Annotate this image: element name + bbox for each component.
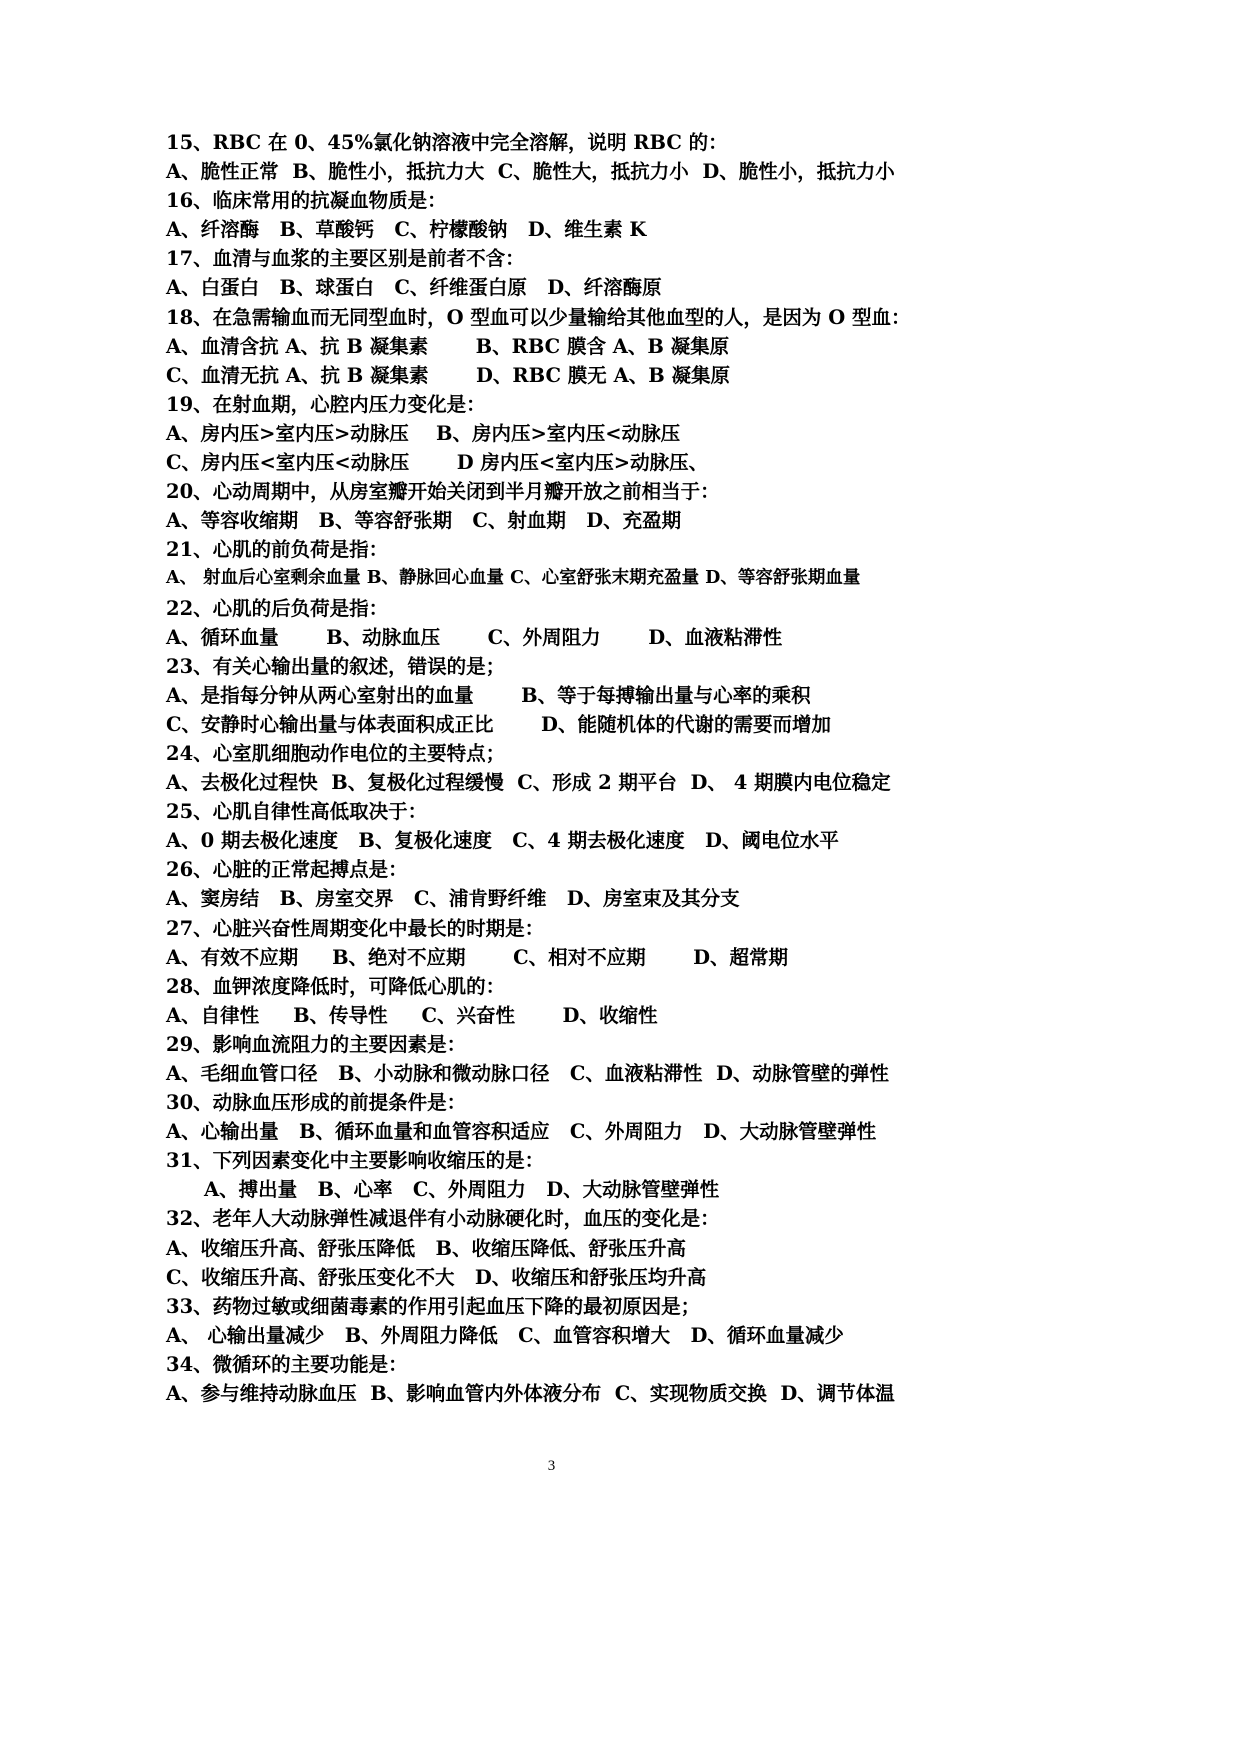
page-number: 3 <box>547 1458 556 1474</box>
question-21-options: A、 射血后心室剩余血量 B、静脉回心血量 C、心室舒张末期充盈量 D、等容舒张期血量 <box>166 568 861 589</box>
question-28: 28、血钾浓度降低时，可降低心肌的： <box>166 974 506 998</box>
question-24: 24、心室肌细胞动作电位的主要特点； <box>166 741 506 765</box>
question-16-options: A、纤溶酶 B、草酸钙 C、柠檬酸钠 D、维生素 K <box>166 218 647 242</box>
question-18-options-cd: C、血清无抗 A、抗 B 凝集素 D、RBC 膜无 A、B 凝集原 <box>166 363 730 387</box>
question-19: 19、在射血期，心腔内压力变化是： <box>166 392 486 416</box>
question-31-options: A、搏出量 B、心率 C、外周阻力 D、大动脉管壁弹性 <box>204 1178 720 1202</box>
question-26: 26、心脏的正常起搏点是： <box>166 858 408 882</box>
question-25: 25、心肌自律性高低取决于： <box>166 800 428 824</box>
question-20: 20、心动周期中，从房室瓣开始关闭到半月瓣开放之前相当于： <box>166 480 720 504</box>
question-32: 32、老年人大动脉弹性减退伴有小动脉硬化时，血压的变化是： <box>166 1207 720 1231</box>
question-18-options-ab: A、血清含抗 A、抗 B 凝集素 B、RBC 膜含 A、B 凝集原 <box>166 334 730 358</box>
question-15: 15、RBC 在 0、45%氯化钠溶液中完全溶解，说明 RBC 的： <box>166 131 728 154</box>
document-body <box>166 128 1066 1408</box>
question-15-options: A、脆性正常 B、脆性小，抵抗力大 C、脆性大，抵抗力小 D、脆性小，抵抗力小 <box>166 160 895 184</box>
question-25-options: A、0 期去极化速度 B、复极化速度 C、4 期去极化速度 D、阈电位水平 <box>166 829 839 853</box>
question-29-options: A、毛细血管口径 B、小动脉和微动脉口径 C、血液粘滞性 D、动脉管壁的弹性 <box>166 1062 889 1085</box>
question-22-options: A、循环血量 B、动脉血压 C、外周阻力 D、血液粘滞性 <box>166 625 783 649</box>
question-29: 29、影响血流阻力的主要因素是： <box>166 1032 467 1056</box>
question-23-options-cd: C、安静时心输出量与体表面积成正比 D、能随机体的代谢的需要而增加 <box>166 712 831 736</box>
question-16: 16、临床常用的抗凝血物质是： <box>166 189 447 213</box>
question-17: 17、血清与血浆的主要区别是前者不含： <box>166 247 525 271</box>
question-24-options: A、去极化过程快 B、复极化过程缓慢 C、形成 2 期平台 D、 4 期膜内电位稳定 <box>166 771 891 795</box>
question-18: 18、在急需输血而无同型血时，O 型血可以少量输给其他血型的人，是因为 O 型血： <box>166 305 911 329</box>
question-19-options-cd: C、房内压<室内压<动脉压 D 房内压<室内压>动脉压、 <box>166 451 709 475</box>
question-23-options-ab: A、是指每分钟从两心室射出的血量 B、等于每搏输出量与心率的乘积 <box>166 683 811 707</box>
question-17-options: A、白蛋白 B、球蛋白 C、纤维蛋白原 D、纤溶酶原 <box>166 276 662 300</box>
question-23: 23、有关心输出量的叙述，错误的是； <box>166 654 506 678</box>
question-22: 22、心肌的后负荷是指： <box>166 596 389 620</box>
question-34-options: A、参与维持动脉血压 B、影响血管内外体液分布 C、实现物质交换 D、调节体温 <box>166 1382 895 1406</box>
question-30-options: A、心输出量 B、循环血量和血管容积适应 C、外周阻力 D、大动脉管壁弹性 <box>166 1120 877 1144</box>
question-31: 31、下列因素变化中主要影响收缩压的是： <box>166 1149 545 1173</box>
question-33: 33、药物过敏或细菌毒素的作用引起血压下降的最初原因是； <box>166 1294 701 1318</box>
question-27: 27、心脏兴奋性周期变化中最长的时期是： <box>166 916 545 940</box>
question-30: 30、动脉血压形成的前提条件是： <box>166 1091 467 1115</box>
question-28-options: A、自律性 B、传导性 C、兴奋性 D、收缩性 <box>166 1003 658 1027</box>
question-32-options-cd: C、收缩压升高、舒张压变化不大 D、收缩压和舒张压均升高 <box>166 1265 707 1289</box>
question-33-options: A、 心输出量减少 B、外周阻力降低 C、血管容积增大 D、循环血量减少 <box>166 1323 844 1347</box>
question-32-options-ab: A、收缩压升高、舒张压降低 B、收缩压降低、舒张压升高 <box>166 1236 686 1260</box>
question-20-options: A、等容收缩期 B、等容舒张期 C、射血期 D、充盈期 <box>166 509 682 533</box>
question-19-options-ab: A、房内压>室内压>动脉压 B、房内压>室内压<动脉压 <box>166 421 681 445</box>
question-34: 34、微循环的主要功能是： <box>166 1352 408 1376</box>
question-21: 21、心肌的前负荷是指： <box>166 538 389 562</box>
question-27-options: A、有效不应期 B、绝对不应期 C、相对不应期 D、超常期 <box>166 945 789 969</box>
question-26-options: A、窦房结 B、房室交界 C、浦肯野纤维 D、房室束及其分支 <box>166 887 740 911</box>
